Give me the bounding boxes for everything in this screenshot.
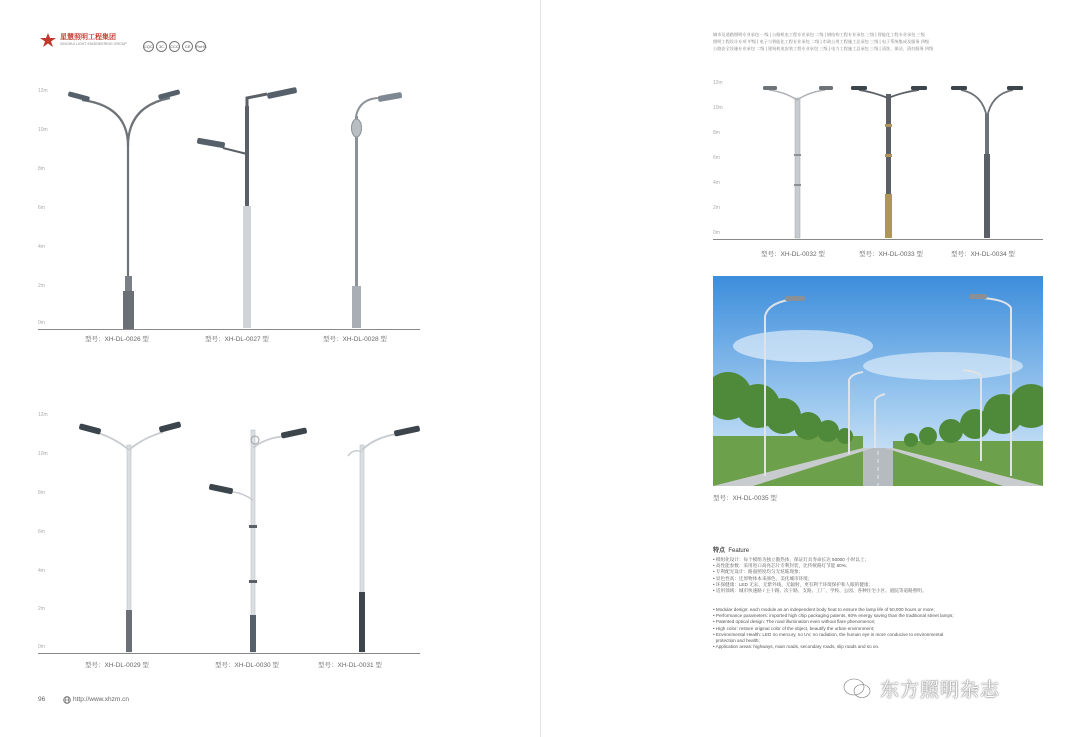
- features-title-cn: 特点: [713, 548, 726, 554]
- model-label: 型号：XH-DL-0029 型: [85, 662, 149, 669]
- watermark-text: 东方照明杂志: [880, 679, 1001, 701]
- qual-grade: 三级: [916, 32, 925, 37]
- qual-item: 钢结构工程专业承包: [826, 32, 865, 37]
- qual-grade: 三级: [865, 32, 875, 37]
- model-label: 型号：XH-DL-0030 型: [215, 662, 279, 669]
- qual-grade: 三级: [870, 46, 879, 51]
- cert-icon: CCC: [169, 41, 180, 52]
- cert-icon: CQC: [143, 41, 154, 52]
- qual-item: 公路机电工程专业承包: [772, 32, 814, 37]
- qual-grade: 四级: [924, 46, 934, 51]
- photo-model-label: 型号：XH-DL-0035 型: [713, 495, 777, 502]
- feature-item: • 显色性高：还原物体本来颜色，美化城市环境；: [713, 575, 813, 581]
- feature-item: • 专利配光设计：路面照度均匀无炫眩现象；: [713, 569, 804, 575]
- qual-grade: 四级: [920, 39, 930, 44]
- qual-grade: 二级: [810, 39, 820, 44]
- lamp-0030: [205, 420, 315, 654]
- lamp-0032: [763, 84, 833, 240]
- qual-grade: 三级: [870, 39, 879, 44]
- page-number: 96: [38, 696, 46, 703]
- model-label: 型号：XH-DL-0028 型: [323, 336, 387, 343]
- company-logo-icon: [38, 32, 58, 48]
- scale-label: 8m: [38, 166, 45, 172]
- scale-label: 6m: [38, 205, 45, 211]
- qual-grade: 三级: [819, 46, 828, 51]
- feature-item: • 高性能参数：采用进口高亮芯片专利封装，比传统路灯节能 60%；: [713, 563, 851, 569]
- scale-label: 12m: [38, 412, 48, 418]
- lamp-0033: [851, 84, 927, 240]
- qualification-row: 照明工程设计专项 甲级 | 电子与智能化工程专业承包 二级 | 市政公用工程施工总承包 三级 | 电子系统集成及服务 四级: [713, 39, 930, 44]
- features-list-cn: [713, 557, 1043, 594]
- feature-item: • High color: restore original color of the object, beautify the urban environment;: [713, 625, 875, 631]
- certification-icons: [143, 35, 208, 53]
- lamp-0031: [330, 420, 430, 654]
- qual-item: 电子与智能化工程专业承包: [759, 39, 810, 44]
- feature-item: • Environmental Health: LED no mercury, no UV, no radiation, the human eye is more conducive to environmental: [713, 631, 944, 637]
- scale-label: 4m: [38, 568, 45, 574]
- scale-label: 10m: [38, 451, 48, 457]
- scale-label: 8m: [38, 490, 45, 496]
- scale-label: 0m: [713, 230, 720, 236]
- scale-label: 10m: [713, 105, 723, 111]
- features-title-en: Feature: [728, 548, 750, 554]
- scale-label: 6m: [38, 529, 45, 535]
- scale-label: 2m: [713, 205, 720, 211]
- lamp-0026: [62, 86, 192, 331]
- qual-item: 电力工程施工总承包: [831, 46, 869, 51]
- company-header: [38, 32, 228, 50]
- right-page: [540, 0, 1080, 737]
- model-label: 型号：XH-DL-0034 型: [951, 251, 1015, 258]
- scale-label: 8m: [713, 130, 720, 136]
- qual-item: 城市及道路照明专业承包: [713, 32, 760, 37]
- company-name: 星慧照明工程集团: [60, 34, 116, 41]
- model-label: 型号：XH-DL-0026 型: [85, 336, 149, 343]
- scale-label: 10m: [38, 127, 48, 133]
- qual-grade: 一级: [760, 32, 769, 37]
- scale-label: 6m: [713, 155, 720, 161]
- scale-label: 0m: [38, 320, 45, 326]
- qualification-row: 公路安全设施专业承包 二级 | 建筑机电安装工程专业承包 三级 | 电力工程施工总承包 三级 | 清洗、保洁、清扫服务 四级: [713, 46, 934, 51]
- lamp-0027: [195, 86, 305, 331]
- feature-item: • Application areas: highways, main roads, secondary roads, slip roads and so on.: [713, 644, 880, 650]
- features-list-en: [713, 607, 1043, 650]
- feature-item: • 适用领域：城市快速路 / 主干路、次干路、支路、工厂、学校、公园、各种住宅小区、庭院等道路照明。: [713, 588, 927, 594]
- feature-item: protection and health;: [715, 638, 760, 644]
- wechat-icon: [842, 676, 872, 700]
- company-name-en: XINGHUI LIGHT ENGINEERING GROUP: [60, 42, 127, 46]
- feature-item: • 环保健康：LED 无汞、无紫外线、无辐射，更有利于环境保护和人眼的健康；: [713, 581, 874, 587]
- cert-icon: CE: [182, 41, 193, 52]
- website-url: http://www.xhzm.cn: [73, 696, 129, 703]
- scale-label: 4m: [38, 244, 45, 250]
- qual-grade: 甲级: [747, 39, 757, 44]
- feature-item: • Patented optical design: The road illumination even without flare phenomenon;: [713, 619, 876, 625]
- qualification-row: 城市及道路照明专业承包 一级 | 公路机电工程专业承包 二级 | 钢结构工程专业承包 三级 | 智能化工程专业承包 三级: [713, 32, 925, 37]
- scale-label: 12m: [713, 80, 723, 86]
- qual-item: 清洗、保洁、清扫服务: [881, 46, 924, 51]
- qual-grade: 二级: [815, 32, 824, 37]
- scale-label: 2m: [38, 606, 45, 612]
- model-label: 型号：XH-DL-0033 型: [859, 251, 923, 258]
- scale-label: 4m: [713, 180, 720, 186]
- scale-label: 2m: [38, 283, 45, 289]
- globe-icon: [63, 696, 71, 704]
- feature-item: • Performance parameters: imported high chip packaging patents, 60% energy saving than the traditional street lamps;: [713, 613, 954, 619]
- lamp-0029: [75, 420, 185, 654]
- lamp-0034: [949, 84, 1025, 240]
- feature-item: • Modular design: each module as an independent body heat to ensure the lamp life of 50,000 hours or more;: [713, 607, 935, 612]
- qual-item: 市政公用工程施工总承包: [822, 39, 869, 44]
- scale-label: 0m: [38, 644, 45, 650]
- qual-item: 电子系统集成及服务: [881, 39, 920, 44]
- qual-item: 智能化工程专业承包: [877, 32, 916, 37]
- qual-item: 公路安全设施专业承包: [713, 46, 755, 51]
- scale-label: 12m: [38, 88, 48, 94]
- qual-item: 建筑机电安装工程专业承包: [767, 46, 819, 51]
- cert-icon: 3C: [156, 41, 167, 52]
- qual-item: 照明工程设计专项: [713, 39, 747, 44]
- cert-icon: RoHS: [195, 41, 206, 52]
- feature-item: • 模组化设计：每个模组为独立散热体，保证灯具寿命长达 50000 小时以上；: [713, 557, 870, 562]
- street-photo: [713, 276, 1043, 486]
- model-label: 型号：XH-DL-0027 型: [205, 336, 269, 343]
- model-label: 型号：XH-DL-0031 型: [318, 662, 382, 669]
- model-label: 型号：XH-DL-0032 型: [761, 251, 825, 258]
- qual-grade: 二级: [756, 46, 765, 51]
- features-title: [713, 545, 749, 554]
- lamp-0028: [330, 86, 420, 331]
